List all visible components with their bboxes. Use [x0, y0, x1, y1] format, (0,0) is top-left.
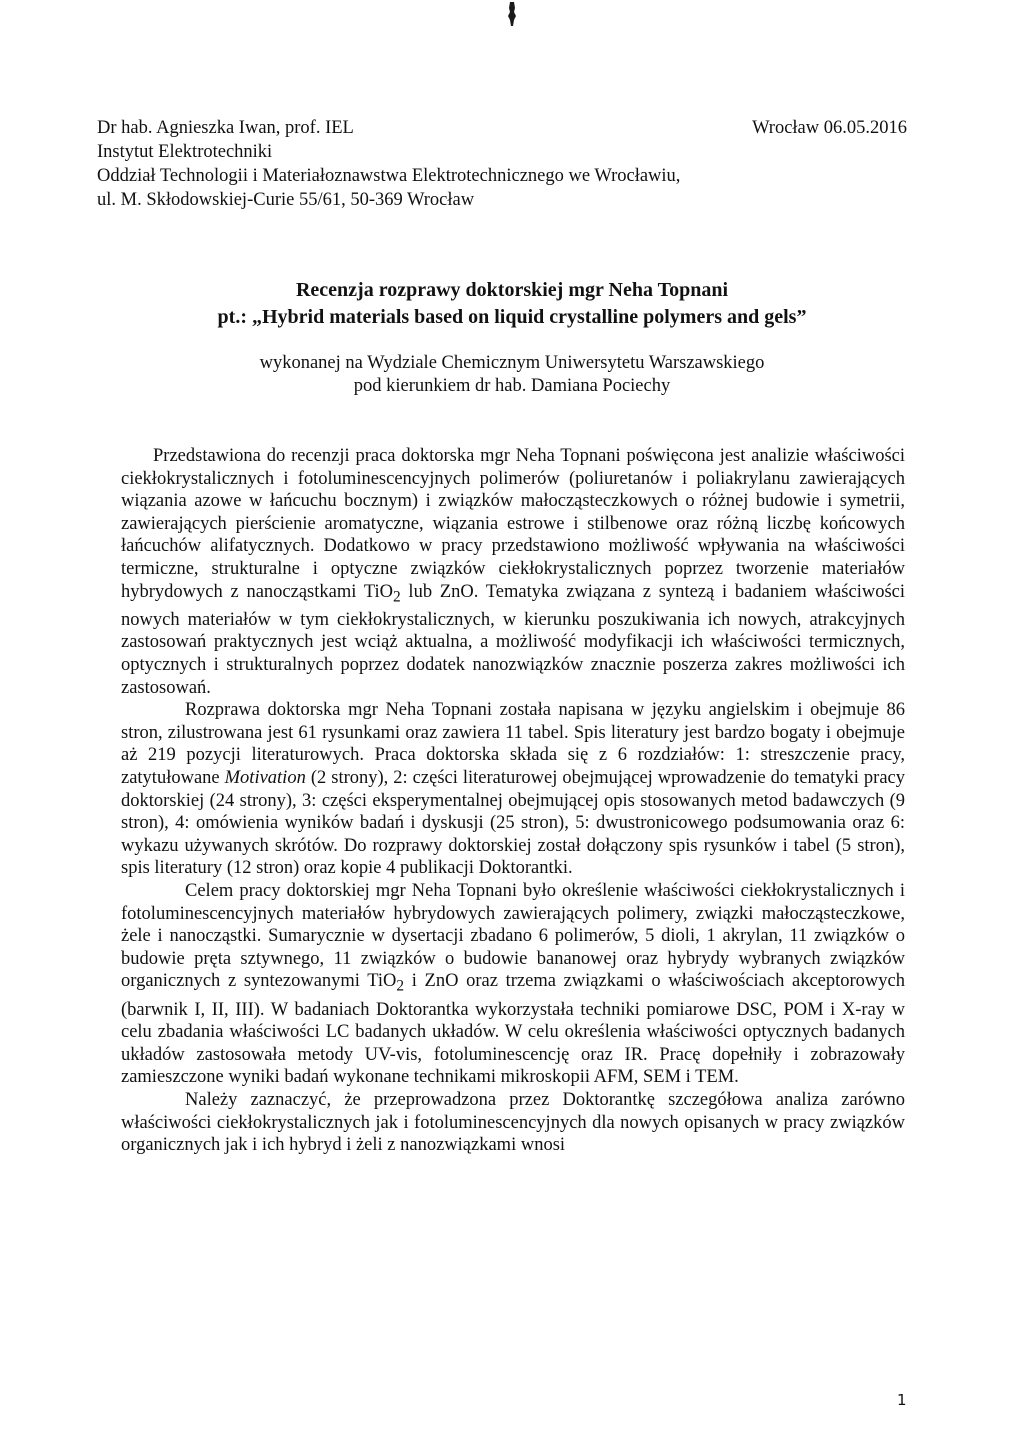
date-line: Wrocław 06.05.2016: [752, 118, 907, 138]
scan-mark: [507, 2, 517, 26]
subscript: 2: [392, 588, 401, 606]
paragraph-4-text: Należy zaznaczyć, że przeprowadzona przez Doktorantkę szczegółowa analiza zarówno właściwości ciekłokrystalicznych jak i fotoluminescencyjnych dla nowych opisanych w pracy związków organicznych jak i ich hybryd i żeli z nanozwiązkami wnosi: [121, 1090, 905, 1156]
paragraph-2: [121, 699, 905, 880]
paragraph-1-text: Przedstawiona do recenzji praca doktorska mgr Neha Topnani poświęcona jest analizie właściwości ciekłokrystalicznych i fotoluminescencyjnych polimerów (poliuretanów i poliakrylanu zawierających wiązania azowe w łańcuchu bocznym) i związków małocząsteczkowych o różnej budowie i symetrii, zawierających pierścienie aromatyczne, wiązania estrowe i stilbenowe oraz różną liczbę końcowych łańcuchów alifatycznych. Dodatkowo w pracy przedstawiono możliwość wpływania na właściwości termiczne, strukturalne i optyczne związków ciekłokrystalicznych poprzez tworzenie materiałów hybrydowych z nanocząstkami TiO: [121, 446, 905, 602]
review-title-block: [97, 277, 927, 398]
review-title: Recenzja rozprawy doktorskiej mgr Neha Topnani: [295, 279, 729, 301]
institute-line: Instytut Elektrotechniki: [97, 142, 273, 162]
author-line: Dr hab. Agnieszka Iwan, prof. IEL: [97, 118, 354, 138]
paragraph-2-text-b: (2 strony), 2: części literaturowej obejmującej wprowadzenie do tematyki pracy doktorskiej (24 strony), 3: części eksperymentalnej obejmującej opis stosowanych metod badawczych (9 stron), 4: omówienia wyników badań i dyskusji (25 stron), 5: dwustronicowego podsumowania oraz 6: wykazu używanych skrótów. Do rozprawy doktorskiej został dołączony spis rysunków i tabel (5 stron), spis literatury (12 stron) oraz kopie 4 publikacji Doktorantki.: [121, 768, 906, 879]
paragraph-3-text-a: Celem pracy doktorskiej mgr Neha Topnani było określenie właściwości ciekłokrystalicznych i fotoluminescencyjnych materiałów hybrydowych zawierających polimery, związki małocząsteczkowe, żele i nanocząstki. Sumarycznie w dysertacji zbadano 6 polimerów, 5 dioli, 1 akrylan, 11 związków o budowie pręta sztywnego, 11 związków o budowie bananowej oraz hybrydy wybranych związków organicznych z syntezowanymi TiO: [121, 880, 905, 992]
address-line: ul. M. Skłodowskiej-Curie 55/61, 50-369 Wrocław: [97, 190, 475, 210]
paragraph-2-text-a: Rozprawa doktorska mgr Neha Topnani została napisana w języku angielskim i obejmuje 86 stron, zilustrowana jest 61 rysunkami oraz zawiera 11 tabel. Spis literatury jest bardzo bogaty i obejmuje aż 219 pozycji literaturowych. Praca doktorska składa się z 6 rozdziałów: 1: streszczenie pracy, zatytułowane: [121, 700, 905, 788]
italic-term: Motivation: [224, 768, 306, 788]
thesis-title: pt.: „Hybrid materials based on liquid crystalline polymers and gels”: [217, 306, 807, 328]
paragraph-1-text-rest: lub ZnO. Tematyka związana z syntezą i badaniem właściwości nowych materiałów w tym ciekłokrystalicznych, w kierunku poszukiwania ich nowych, atrakcyjnych zastosowań praktycznych jest wciąż aktualna, a możliwość modyfikacji ich właściwości termicznych, optycznych i strukturalnych poprzez dodatek nanozwiązków znacznie poszerza zakres możliwości ich zastosowań.: [121, 581, 905, 698]
paragraph-3-text-b: i ZnO oraz trzema związkami o właściwościach akceptorowych (barwnik I, II, III). W badaniach Doktorantka wykorzystała techniki pomiarowe DSC, POM i X-ray w celu zbadania właściwości LC badanych układów. W celu określenia właściwości optycznych badanych układów zastosowała metody UV-vis, fotoluminescencję oraz IR. Pracę dopełniły i zobrazowały zamieszczone wyniki badań wykonane technikami mikroskopii AFM, SEM i TEM.: [121, 971, 905, 1088]
page-number: 1: [897, 1391, 907, 1409]
subscript: 2: [396, 978, 405, 996]
paragraph-4: [121, 1089, 905, 1157]
department-line: Oddział Technologii i Materiałoznawstwa Elektrotechnicznego we Wrocławiu,: [97, 166, 681, 186]
review-body: [121, 445, 905, 1157]
letter-header: [97, 116, 927, 212]
faculty-line: wykonanej na Wydziale Chemicznym Uniwersytetu Warszawskiego: [259, 353, 765, 373]
paragraph-1: [121, 445, 905, 699]
paragraph-3: [121, 880, 905, 1089]
supervisor-line: pod kierunkiem dr hab. Damiana Pociechy: [353, 376, 671, 396]
